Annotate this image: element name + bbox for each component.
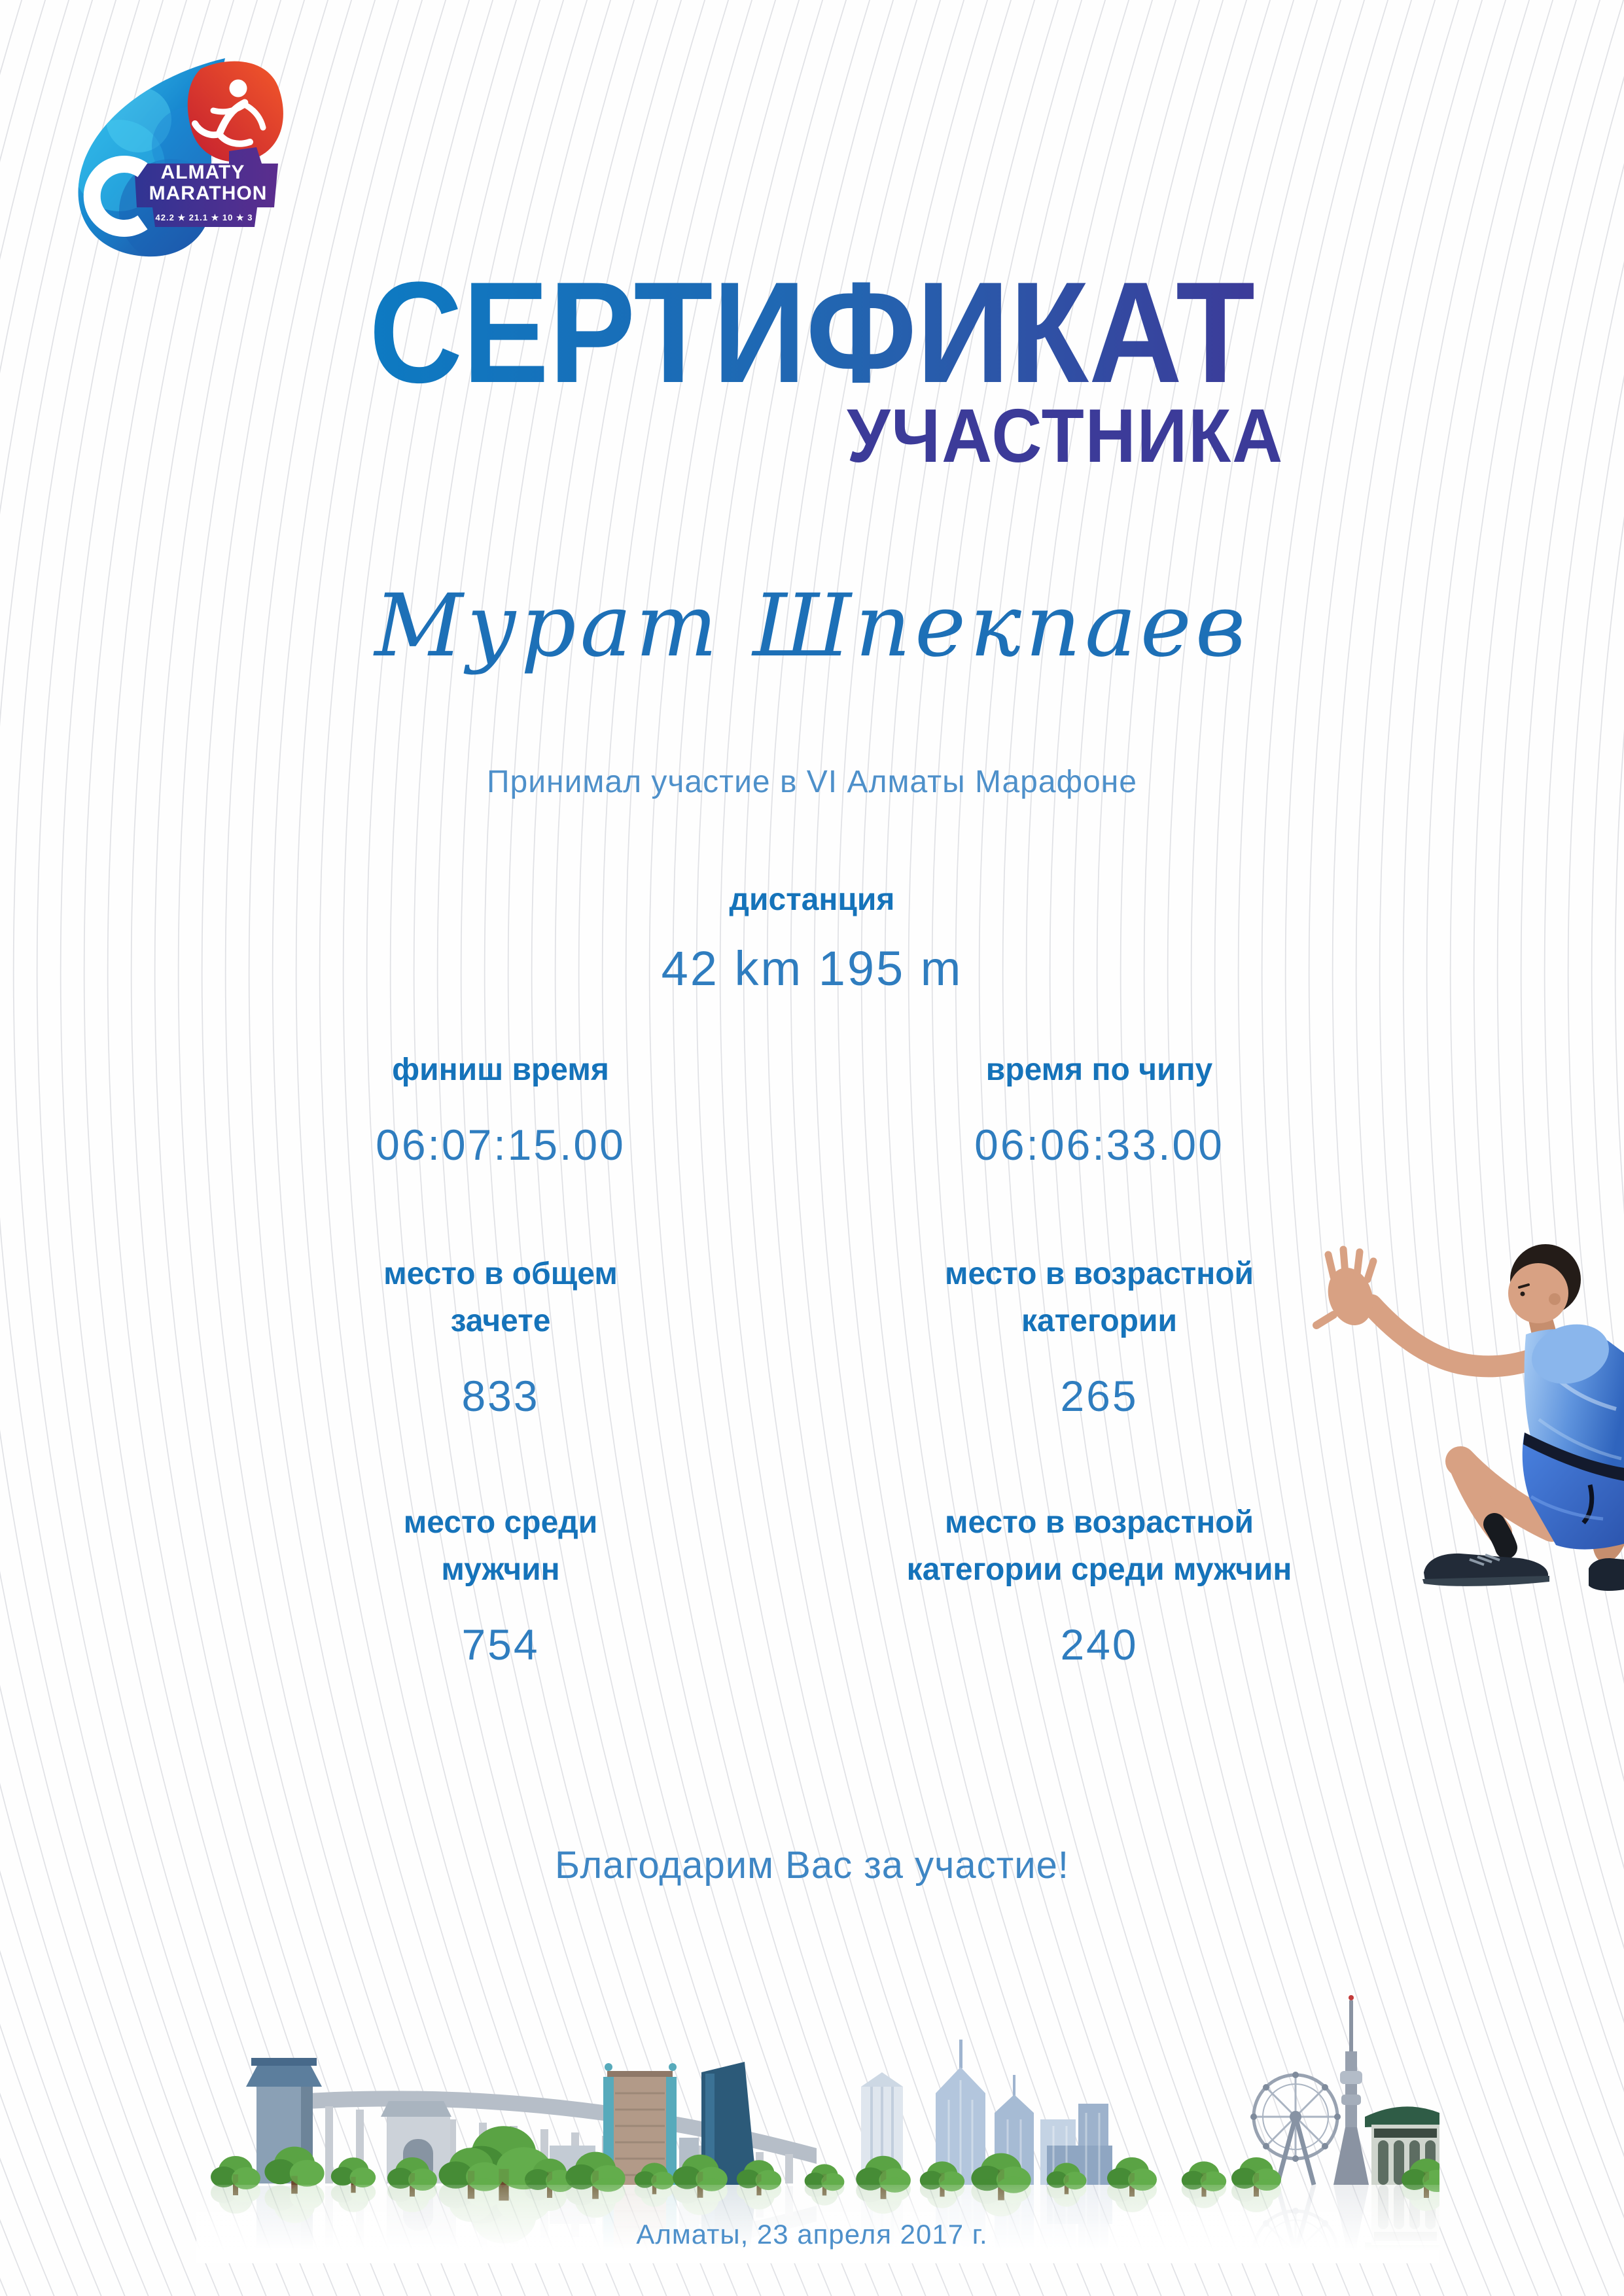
stat-label: финиш время — [392, 1052, 609, 1087]
stat-label: место в возрастной категории среди мужчин — [906, 1505, 1292, 1587]
stat-chip-time — [785, 1047, 1413, 1170]
stat-value: 833 — [461, 1372, 540, 1420]
footer-date: Алматы, 23 апреля 2017 г. — [636, 2219, 988, 2250]
runner-sock — [1494, 1524, 1506, 1548]
stat-value: 06:07:15.00 — [376, 1121, 626, 1169]
stat-label: место в возрастной категории — [944, 1257, 1254, 1338]
runner-figure — [1316, 1244, 1624, 1591]
stat-value: 265 — [1060, 1372, 1139, 1420]
runner-eye — [1521, 1292, 1525, 1296]
stat-men-place — [216, 1499, 785, 1669]
distance-value: 42 km 195 m — [661, 941, 963, 996]
runner-photo — [1309, 1236, 1624, 1603]
stat-overall-place — [216, 1251, 785, 1421]
runner-face — [1508, 1263, 1568, 1323]
participation-line: Принимал участие в VI Алматы Марафоне — [487, 765, 1137, 799]
stat-finish-time — [216, 1047, 785, 1170]
tv-tower — [1333, 1995, 1369, 2185]
certificate-subtitle: УЧАСТНИКА — [847, 393, 1284, 478]
stat-label: место в общем зачете — [383, 1257, 618, 1338]
stat-label: место среди мужчин — [403, 1505, 598, 1587]
logo-text-almaty: ALMATY — [160, 162, 245, 183]
thanks-line: Благодарим Вас за участие! — [555, 1844, 1069, 1887]
distance-block — [0, 877, 1624, 996]
stat-value: 240 — [1060, 1620, 1139, 1669]
stat-value: 754 — [461, 1620, 540, 1669]
stat-value: 06:06:33.00 — [974, 1121, 1224, 1169]
certificate-title: СЕРТИФИКАТ — [368, 252, 1256, 413]
stat-label: время по чипу — [985, 1052, 1213, 1087]
logo-text-distances: 42.2 ★ 21.1 ★ 10 ★ 3 — [155, 213, 253, 222]
glass-spire-towers — [936, 2040, 1112, 2185]
distance-label: дистанция — [729, 882, 895, 917]
participant-name: Мурат Шпекпаев — [374, 576, 1250, 676]
runner-rear-shoe — [1589, 1558, 1624, 1591]
runner-ear — [1549, 1293, 1561, 1305]
logo-text-marathon: MARATHON — [149, 183, 268, 204]
almaty-marathon-logo — [60, 54, 286, 260]
